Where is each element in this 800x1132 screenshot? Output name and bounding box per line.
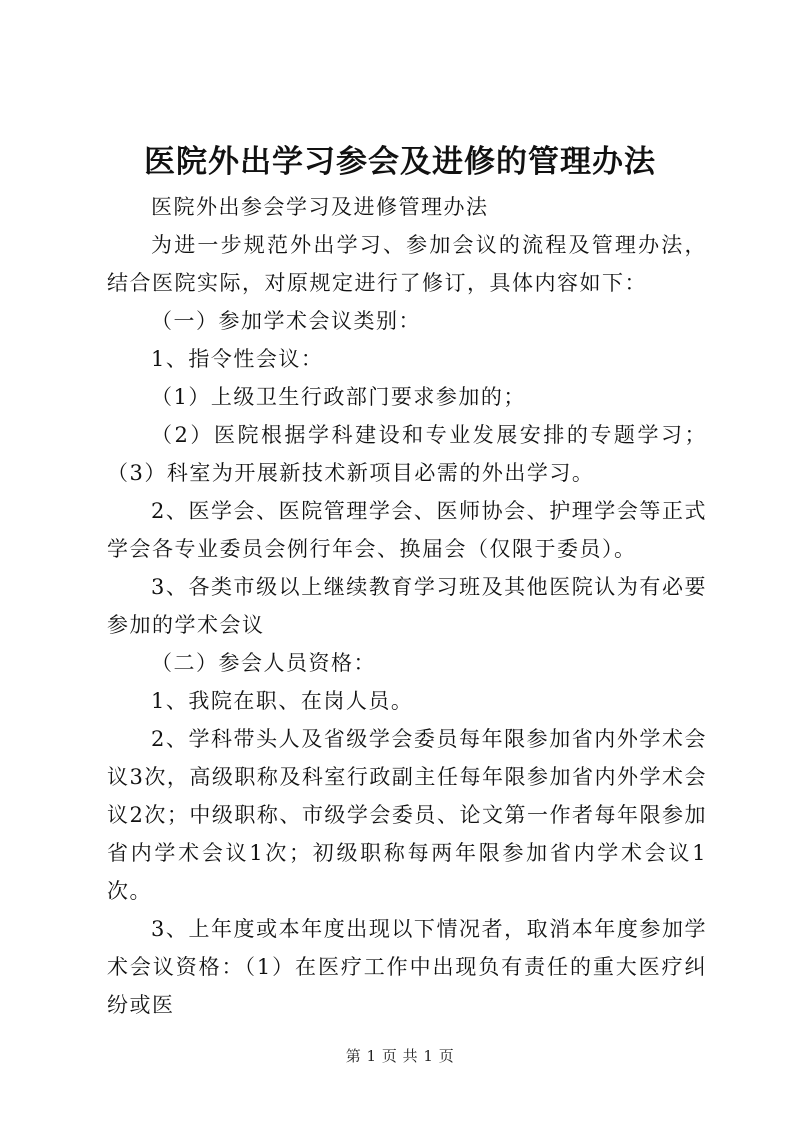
page-number-footer: 第 1 页 共 1 页: [345, 1047, 455, 1065]
paragraph-item: 2、医学会、医院管理学会、医师协会、护理学会等正式学会各专业委员会例行年会、换届会（仅限于委员）。: [107, 499, 707, 561]
document-body: [107, 188, 707, 1024]
paragraph-intro: 为进一步规范外出学习、参加会议的流程及管理办法，结合医院实际，对原规定进行了修订，具体内容如下：: [107, 233, 707, 295]
section-heading-meeting-types: （一）参加学术会议类别：: [151, 309, 421, 333]
paragraph-item: 3、各类市级以上继续教育学习班及其他医院认为有必要参加的学术会议: [107, 575, 707, 637]
paragraph-item: 2、学科带头人及省级学会委员每年限参加省内外学术会议3次，高级职称及科室行政副主任每年限参加省内外学术会议2次；中级职称、市级学会委员、论文第一作者每年限参加省内学术会议1次；初级职称每两年限参加省内学术会议1次。: [107, 727, 707, 903]
section-heading-eligibility: （二）参会人员资格：: [151, 651, 376, 675]
paragraph-item: （1）上级卫生行政部门要求参加的；: [151, 385, 526, 409]
paragraph-item: 1、指令性会议：: [151, 347, 324, 371]
paragraph-item: 1、我院在职、在岗人员。: [151, 689, 414, 713]
page-title: 医院外出学习参会及进修的管理办法: [144, 144, 656, 180]
paragraph-subtitle: 医院外出参会学习及进修管理办法: [151, 195, 489, 219]
paragraph-item: 3、上年度或本年度出现以下情况者，取消本年度参加学术会议资格：（1）在医疗工作中出现负有责任的重大医疗纠纷或医: [107, 917, 707, 1017]
paragraph-item: （2）医院根据学科建设和专业发展安排的专题学习；（3）科室为开展新技术新项目必需的外出学习。: [107, 423, 707, 485]
